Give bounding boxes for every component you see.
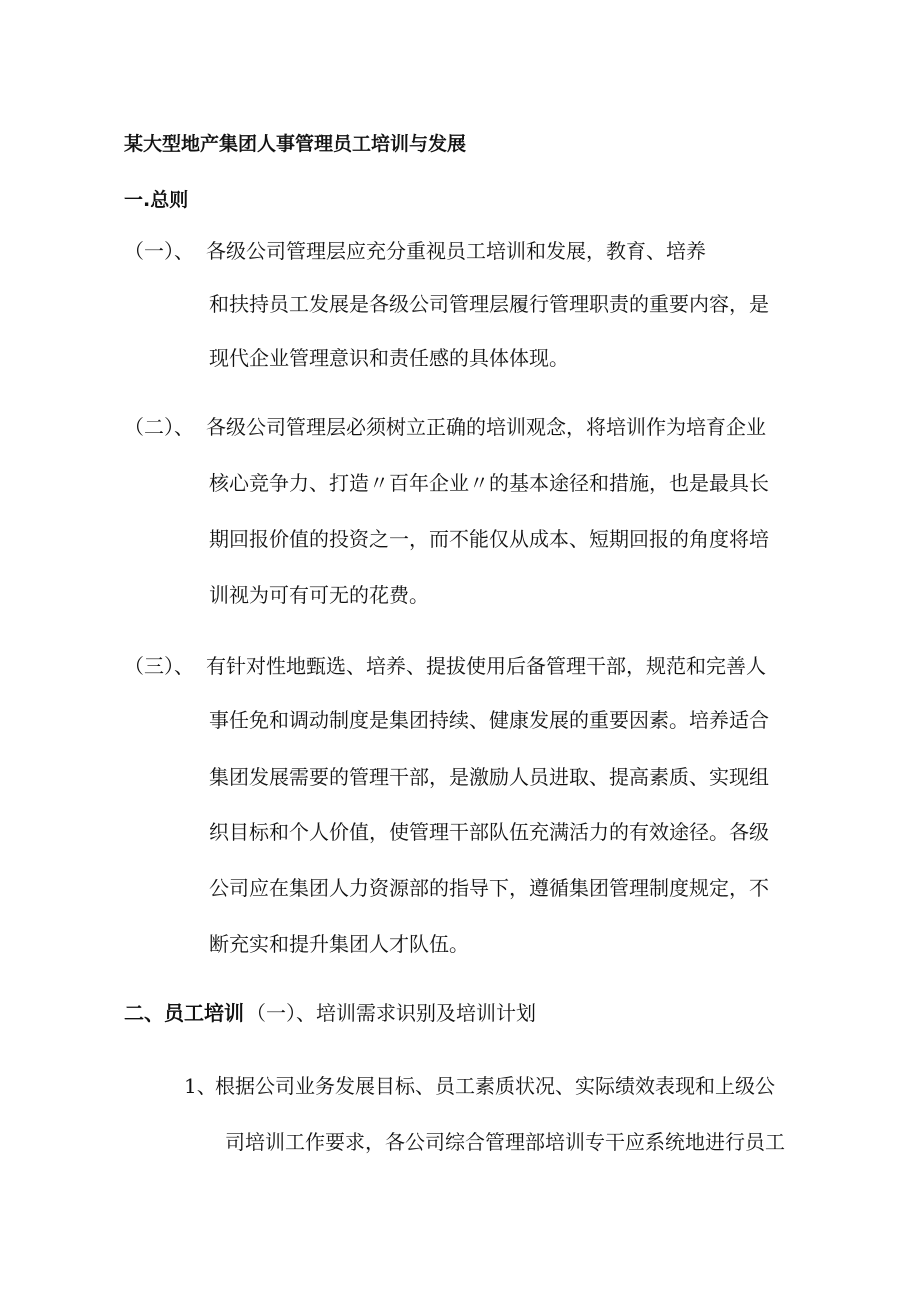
list-item-number: 1、 [184, 1074, 217, 1098]
paragraph-line: 训视为可有可无的花费。 [209, 583, 429, 607]
item-label-2: （二）、 [124, 415, 194, 439]
paragraph-line: 断充实和提升集团人才队伍。 [209, 932, 469, 956]
paragraph-line: 事任免和调动制度是集团持续、健康发展的重要因素。培养适合 [209, 708, 769, 732]
paragraph-line: 公司应在集团人力资源部的指导下，遵循集团管理制度规定，不 [209, 876, 769, 900]
paragraph-line: 织目标和个人价值，使管理干部队伍充满活力的有效途径。各级 [209, 820, 769, 844]
paragraph-line: 有针对性地甄选、培养、提拔使用后备管理干部，规范和完善人 [206, 654, 766, 678]
paragraph-line: 集团发展需要的管理干部，是激励人员进取、提高素质、实现组 [209, 765, 769, 789]
paragraph-line: 核心竞争力、打造〃百年企业〃的基本途径和措施，也是最具长 [209, 471, 769, 495]
paragraph-line: 期回报价值的投资之一，而不能仅从成本、短期回报的角度将培 [209, 527, 769, 551]
paragraph-line: 各级公司管理层必须树立正确的培训观念，将培训作为培育企业 [206, 415, 766, 439]
subsection-heading: （一）、培训需求识别及培训计划 [246, 1001, 536, 1025]
paragraph-line: 各级公司管理层应充分重视员工培训和发展，教育、培养 [206, 239, 706, 263]
item-label-3: （三）、 [124, 654, 194, 678]
paragraph-line: 和扶持员工发展是各级公司管理层履行管理职责的重要内容，是 [209, 292, 769, 316]
section-heading-general: 一.总则 [124, 189, 189, 211]
paragraph-line: 现代企业管理意识和责任感的具体体现。 [209, 346, 569, 370]
paragraph-line: 根据公司业务发展目标、员工素质状况、实际绩效表现和上级公 [215, 1074, 775, 1098]
paragraph-line: 司培训工作要求，各公司综合管理部培训专干应系统地进行员工 [225, 1130, 785, 1154]
item-label-1: （一）、 [124, 239, 194, 263]
document-title: 某大型地产集团人事管理员工培训与发展 [124, 133, 467, 155]
section-heading-training: 二、员工培训 [124, 1001, 244, 1025]
